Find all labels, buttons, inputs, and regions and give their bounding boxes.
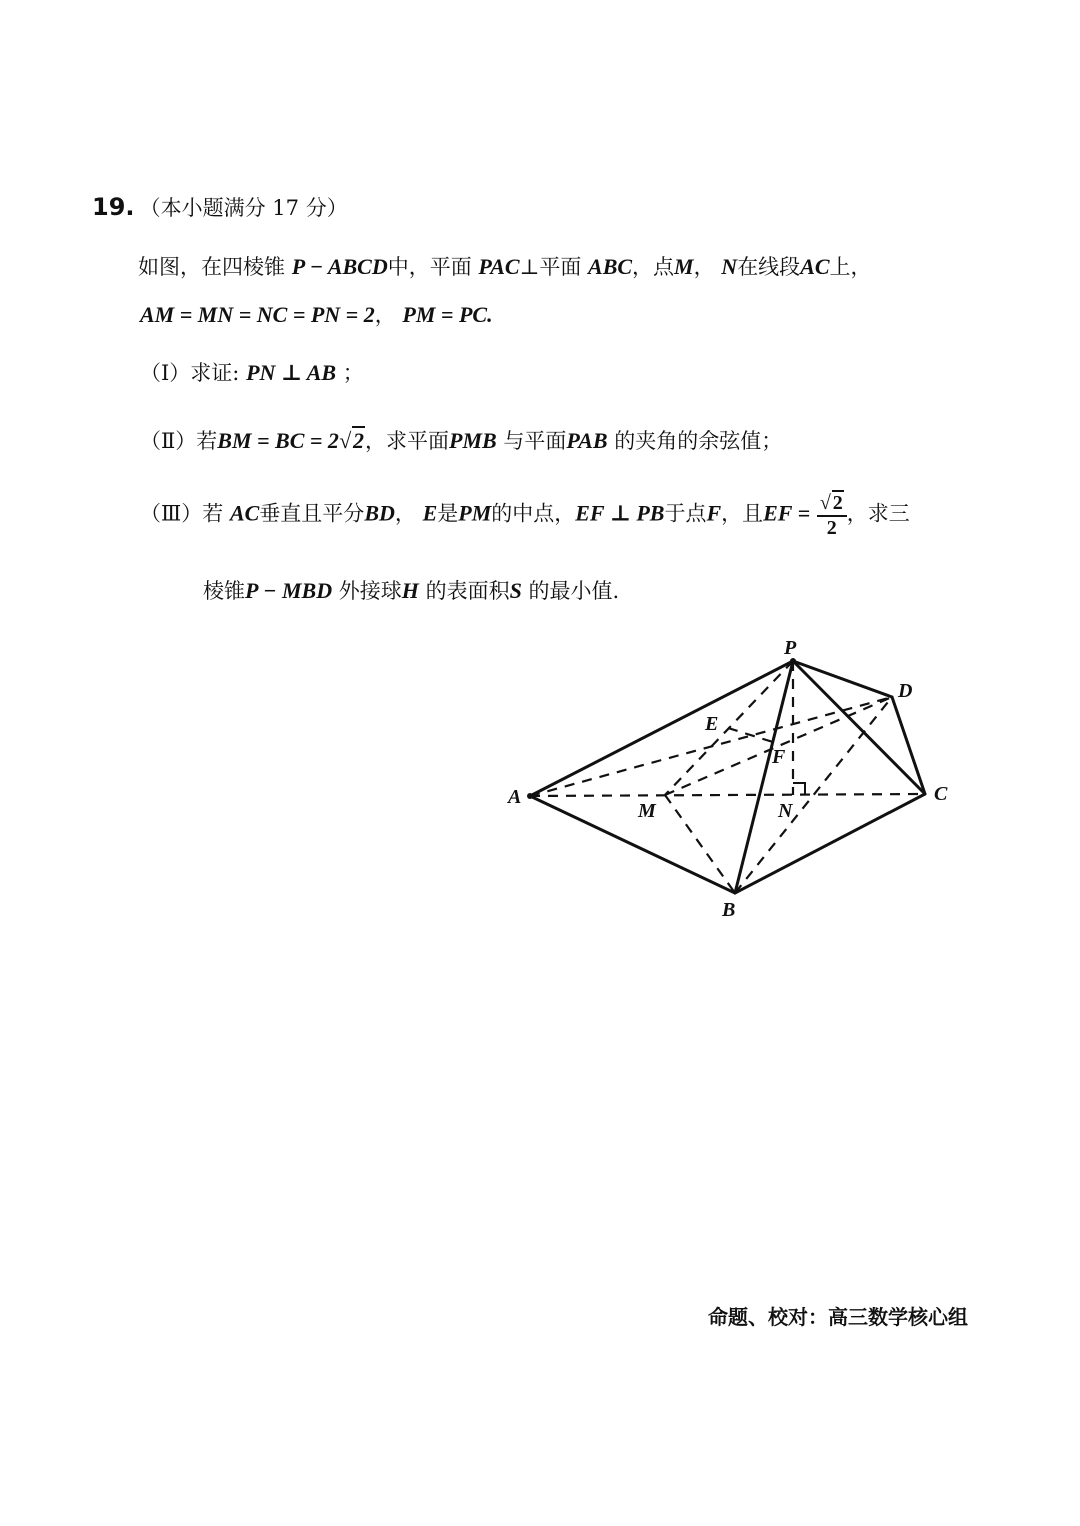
dashed-MB xyxy=(665,795,735,893)
dashed-AC xyxy=(530,794,925,796)
condition-pm-pc: PM = PC xyxy=(402,302,488,327)
right-angle-N xyxy=(793,783,805,795)
fraction-root2-over-2: $\frac{√ 2}{2}$ xyxy=(817,490,847,540)
question-number: 19 xyxy=(92,193,126,221)
part-3-label: （Ⅲ） xyxy=(140,501,203,526)
label-N: N xyxy=(778,800,793,822)
dashed-AD xyxy=(530,697,892,796)
edge-PA xyxy=(530,661,793,796)
label-A: A xyxy=(508,786,522,808)
label-F: F xyxy=(772,746,786,768)
dashed-EF xyxy=(728,728,776,743)
pyramid-name: P − ABCD xyxy=(291,254,388,279)
intro-line-2: AM = MN = NC = PN = 2， PM = PC. xyxy=(140,302,493,327)
part-2-label: （Ⅱ） xyxy=(140,429,197,453)
label-E: E xyxy=(705,713,719,735)
condition-equalities: AM = MN = NC = PN = 2 xyxy=(140,302,375,327)
edge-BC xyxy=(735,794,925,893)
point-A xyxy=(527,793,533,799)
edge-PD xyxy=(793,661,892,697)
label-M: M xyxy=(638,800,656,822)
part-3-line-2: 棱锥P − MBD 外接球H 的表面积S 的最小值. xyxy=(203,578,620,603)
question-header: 19. （本小题满分 17 分） xyxy=(92,193,348,221)
label-D: D xyxy=(898,680,913,702)
intro-line-1: 如图，在四棱锥 P − ABCD中，平面 PAC⊥平面 ABC，点M， N在线段AC上， xyxy=(138,254,872,279)
part-1-label: （Ⅰ） xyxy=(140,361,191,385)
label-P: P xyxy=(784,637,797,659)
part-3-line-1: （Ⅲ）若 AC垂直且平分BD， E是PM的中点，EF ⊥ PB于点F，且EF = $\frac{√ 2}{2}$ ，求三 xyxy=(140,492,910,539)
part-1: （Ⅰ）求证: PN ⊥ AB ； xyxy=(140,360,364,385)
label-B: B xyxy=(722,899,736,921)
edge-AB xyxy=(530,796,735,893)
label-C: C xyxy=(934,783,948,805)
question-score: （本小题满分 17 分） xyxy=(139,196,348,220)
footer-credit: 命题、校对：高三数学核心组 xyxy=(708,1305,968,1329)
part-2: （Ⅱ）若BM = BC = 2√2，求平面PMB 与平面PAB 的夹角的余弦值； xyxy=(140,428,783,453)
